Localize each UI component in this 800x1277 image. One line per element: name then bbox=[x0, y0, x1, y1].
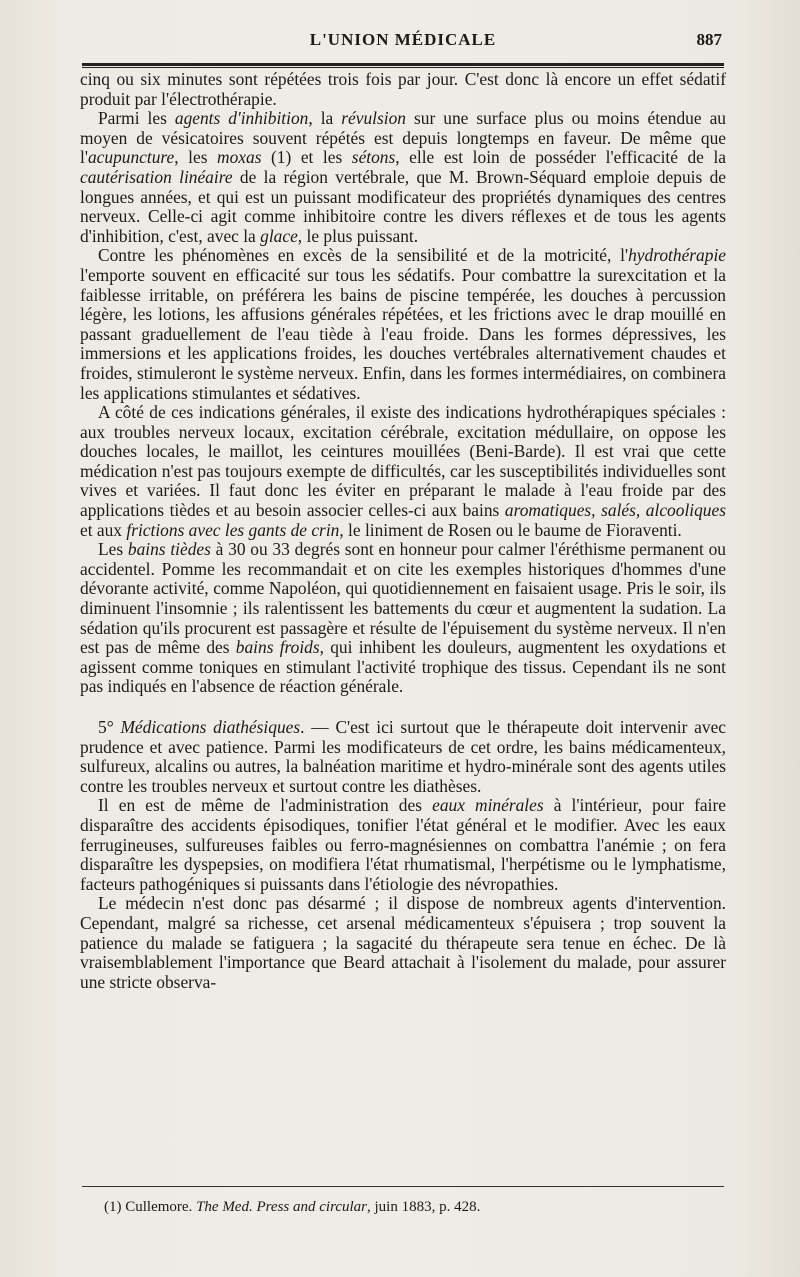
paragraph bbox=[80, 718, 726, 796]
italic-text: agents d'inhibition bbox=[174, 108, 309, 129]
text-run: l'emporte souvent en efficacité sur tous les sédatifs. Pour combattre la surexcitation et la faiblesse irritable, on préférera les bains de piscine tempérée, les douches à percussion légère, les lotions, les affusions générales répétées, et les frictions avec le drap mouillé en passant graduellement de l'eau tiède à l'eau froide. Dans les formes dépressives, les immersions et les applications froides, les douches vertébrales alternativement chaudes et froides, stimuleront le système nerveux. Enfin, dans les formes intermédiaires, on combinera les applications stimulantes et sédatives. bbox=[80, 264, 726, 403]
text-run: Il en est de même de l'administration des bbox=[98, 795, 433, 816]
text-run: , les bbox=[174, 147, 218, 168]
text-run: Le médecin n'est donc pas désarmé ; il dispose de nombreux agents d'intervention. Cependant, malgré sa richesse, cet arsenal médicamenteux s'épuisera ; trop souvent la patience du malade se fatiguera ; la sagacité du thérapeute sera tenue en échec. De là vraisemblablement l'importance que Beard attachait à l'isolement du malade, pour assurer une stricte observa- bbox=[80, 893, 726, 992]
paragraph bbox=[80, 109, 726, 246]
italic-text: acupuncture bbox=[87, 147, 175, 168]
page-header bbox=[84, 22, 722, 62]
text-run: (1) Cullemore. bbox=[104, 1199, 197, 1215]
article-body bbox=[80, 70, 726, 992]
paragraph bbox=[80, 540, 726, 697]
italic-text: cautérisation linéaire bbox=[80, 166, 233, 187]
paragraph bbox=[80, 246, 726, 403]
page-number: 887 bbox=[696, 30, 722, 49]
text-run: à l'intérieur, pour faire disparaître des accidents épisodiques, tonifier l'état général et le modifier. Avec les eaux ferrugineuses, sulfureuses faibles ou ferro-magnésiennes on combattra l'anémie ; on fera disparaître les dyspepsies, on modifiera l'état rhumatismal, l'herpétisme ou le lymphatisme, facteurs pathogéniques si puissants dans l'étiologie des névropathies. bbox=[80, 795, 726, 894]
header-rule bbox=[82, 63, 724, 68]
text-run: , qui inhibent les douleurs, augmentent les oxydations et agissent comme toniques en stimulant l'activité trophique des tissus. Cependant ils ne sont pas indiqués en l'absence de réaction générale. bbox=[80, 637, 726, 697]
text-run: cinq ou six minutes sont répétées trois fois par jour. C'est donc là encore un effet sédatif produit par l'électrothérapie. bbox=[80, 69, 726, 109]
italic-text: révulsion bbox=[341, 108, 406, 129]
text-run: de la région vertébrale, que M. Brown-Séquard emploie depuis de longues années, et qui est un puissant modificateur des propriétés dynamiques des centres nerveux. Celle-ci agit comme inhibitoire contre les divers réflexes et de tous les agents d'inhibition, c'est, avec la bbox=[80, 166, 726, 246]
paragraph bbox=[80, 70, 726, 109]
text-run: sur une surface plus ou moins étendue au moyen de vésicatoires souvent répétés est depuis longtemps en faveur. De même que l' bbox=[80, 108, 727, 168]
italic-text: aromatiques, salés, alcooliques bbox=[504, 500, 726, 521]
italic-text: Médications diathésiques bbox=[120, 717, 301, 737]
italic-text: The Med. Press and circular bbox=[196, 1199, 368, 1215]
italic-text: glace bbox=[260, 225, 298, 246]
text-run: , elle est loin de posséder l'efficacité de la bbox=[395, 147, 726, 168]
text-run: et aux bbox=[80, 519, 127, 540]
italic-text: bains froids bbox=[235, 637, 320, 658]
paragraph bbox=[80, 403, 726, 540]
text-run: , juin 1883, p. 428. bbox=[367, 1199, 481, 1215]
paragraph bbox=[80, 894, 726, 992]
text-run: à 30 ou 33 degrés sont en honneur pour calmer l'éréthisme permanent ou accidentel. Pomme les recommandait et on cite les exemples historiques d'hommes d'une dévorante activité, comme Napoléon, qui quotidiennement en faisaient usage. Pris le soir, ils diminuent l'insomnie ; ils ralentissent les battements du cœur et augmentent la sudation. La sédation qu'ils procurent est passagère et résulte de l'épuisement du système nerveux. Il n'en est pas de même des bbox=[80, 539, 726, 658]
text-run: Parmi les bbox=[98, 108, 175, 129]
text-run: Les bbox=[98, 539, 128, 560]
text-run: , la bbox=[308, 108, 342, 129]
text-run: Contre les phénomènes en excès de la sensibilité et de la motricité, l' bbox=[98, 245, 629, 266]
italic-text: moxas bbox=[217, 147, 262, 168]
footnote-rule bbox=[82, 1186, 724, 1187]
italic-text: bains tièdes bbox=[127, 539, 211, 560]
italic-text: sétons bbox=[351, 147, 396, 168]
text-run: , le plus puissant. bbox=[297, 225, 419, 246]
running-title: L'UNION MÉDICALE bbox=[309, 30, 497, 49]
footnote bbox=[104, 1198, 724, 1216]
text-run: (1) et les bbox=[261, 147, 352, 168]
text-run: A côté de ces indications générales, il existe des indications hydrothérapiques spéciales : aux troubles nerveux locaux, excitation cérébrale, excitation médullaire, on oppose les douches locales, le maillot, les ceintures mouillées (Beni-Barde). Il est vrai que cette médication n'est pas toujours exempte de difficultés, car les susceptibilités individuelles sont vives et variées. Il faut donc les éviter en préparant le malade à l'eau froide par des applications tièdes et au besoin associer celles-ci aux bains bbox=[80, 402, 726, 521]
text-run: le liniment de Rosen ou le baume de Fioraventi. bbox=[343, 519, 682, 540]
text-run: 5° bbox=[98, 717, 121, 737]
italic-text: frictions avec les gants de crin, bbox=[126, 519, 344, 540]
italic-text: hydrothérapie bbox=[628, 245, 726, 266]
text-run: . — C'est ici surtout que le thérapeute doit intervenir avec prudence et avec patience. Parmi les modificateurs de cet ordre, les bains médicamenteux, sulfureux, alcalins ou autres, la balnéation maritime et hydro-minérale sont des agents utiles contre les troubles nerveux et surtout contre les diathèses. bbox=[80, 717, 727, 796]
paragraph bbox=[80, 796, 726, 894]
italic-text: eaux minérales bbox=[432, 795, 544, 816]
